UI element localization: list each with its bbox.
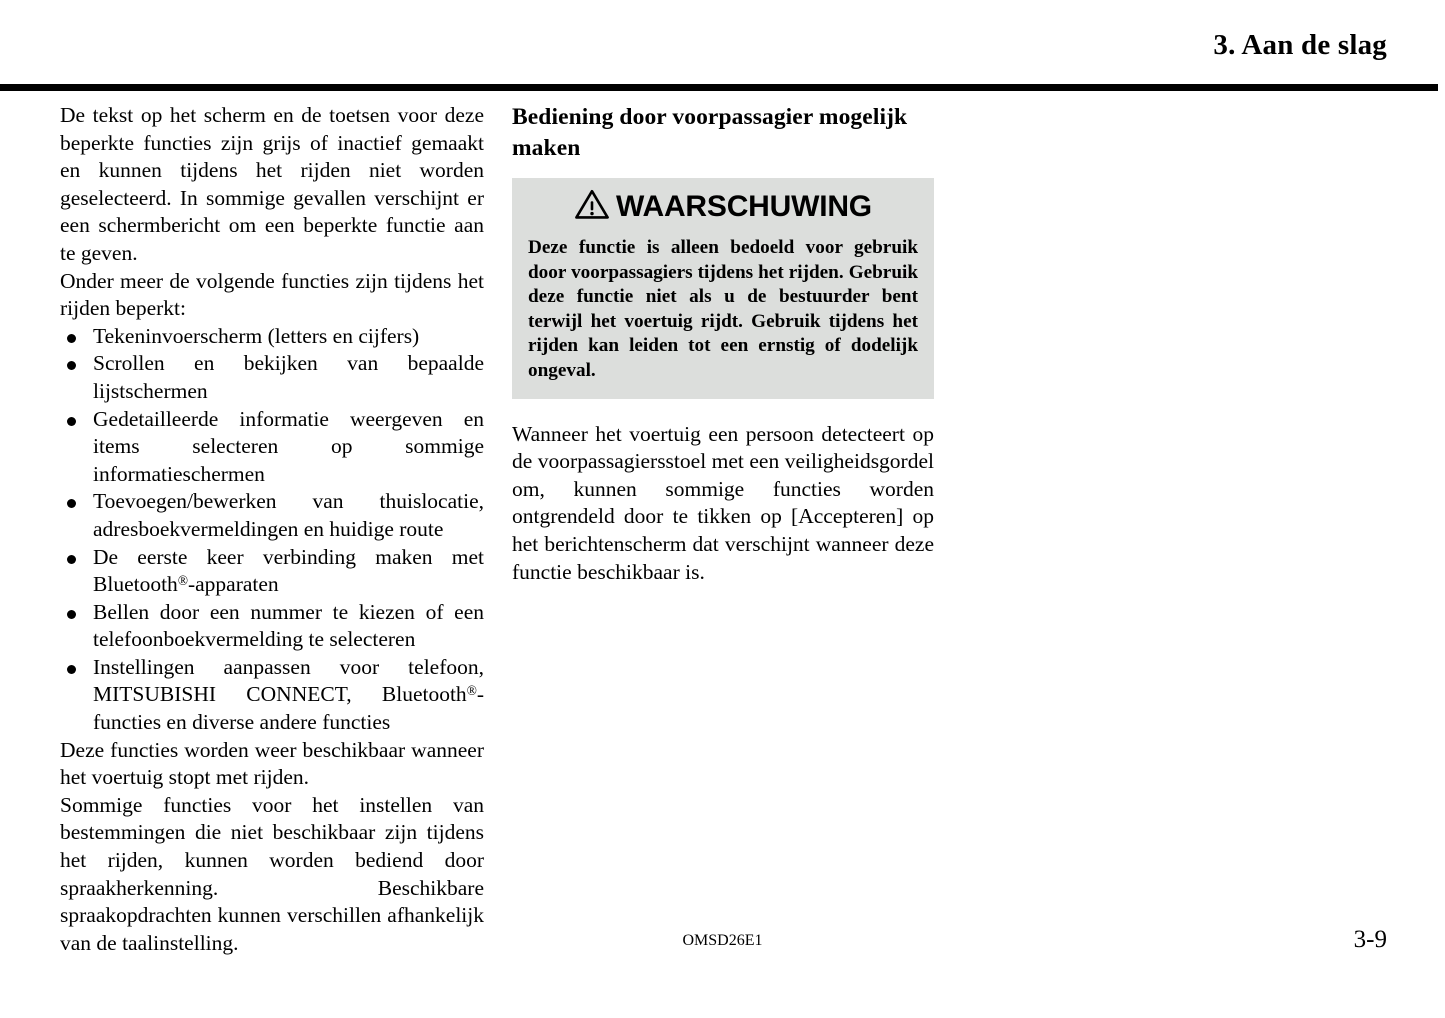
list-item bbox=[60, 488, 484, 543]
list-item-text: Gedetailleerde informatie weergeven en items selecteren op sommige informatieschermen bbox=[93, 406, 484, 486]
list-item-text-tail: -functies en diverse andere functies bbox=[93, 682, 484, 735]
list-item bbox=[60, 350, 484, 405]
list-item-text: Bellen door een nummer te kiezen of een telefoonboekvermelding te selecteren bbox=[93, 599, 484, 652]
chapter-title: 3. Aan de slag bbox=[1213, 29, 1387, 61]
document-code: OMSD26E1 bbox=[682, 932, 763, 949]
list-item-text bbox=[93, 544, 484, 599]
warning-body-text: Deze functie is alleen bedoeld voor gebruik door voorpassagiers tijdens het rijden. Gebruik deze functie niet als u de bestuurder bent terwijl het voertuig rijdt. Gebruik tijdens het rijden kan leiden tot een ernstig of dodelijk ongeval. bbox=[528, 237, 918, 381]
page-number: 3-9 bbox=[1353, 926, 1387, 953]
list-item-text-tail: -apparaten bbox=[187, 572, 279, 597]
intro-paragraph-1: De tekst op het scherm en de toetsen voor deze beperkte functies zijn grijs of inactief gemaakt en kunnen tijdens het rijden niet worden geselecteerd. In sommige gevallen verschijnt er een schermbericht om een beperkte functie aan te geven. bbox=[60, 103, 484, 265]
left-column bbox=[60, 102, 484, 957]
section-heading: Bediening door voorpassagier mogelijk maken bbox=[512, 104, 908, 161]
registered-trademark-icon: ® bbox=[466, 683, 477, 699]
list-item bbox=[60, 323, 484, 351]
list-item bbox=[60, 654, 484, 737]
list-item-text: Scrollen en bekijken van bepaalde lijstschermen bbox=[93, 351, 484, 403]
list-item-text: Toevoegen/bewerken van thuislocatie, adresboekvermeldingen en huidige route bbox=[93, 489, 484, 541]
front-passenger-paragraph: Wanneer het voertuig een persoon detecteert op de voorpassagiersstoel met een veiligheidsgordel om, kunnen sommige functies worden ontgrendeld door te tikken op [Accepteren] op het berichtenscherm dat verschijnt wanneer deze functie beschikbaar is. bbox=[512, 421, 934, 584]
restricted-functions-list bbox=[60, 323, 484, 737]
intro-paragraph-2: Onder meer de volgende functies zijn tijdens het rijden beperkt: bbox=[60, 268, 484, 321]
registered-trademark-icon: ® bbox=[177, 573, 188, 589]
warning-callout-box bbox=[512, 178, 934, 399]
list-item bbox=[60, 406, 484, 489]
right-column bbox=[512, 102, 934, 586]
list-item-text-main: De eerste keer verbinding maken met Bluetooth bbox=[93, 544, 484, 597]
warning-title: WAARSCHUWING bbox=[616, 189, 872, 223]
closing-paragraph-2: Sommige functies voor het instellen van bestemmingen die niet beschikbaar zijn tijdens het rijden, kunnen worden bediend door spraakherkenning. Beschikbare spraakopdrachten kunnen verschillen afhankelijk van de taalinstelling. bbox=[60, 792, 484, 955]
page-header bbox=[0, 28, 1445, 74]
warning-triangle-icon bbox=[574, 188, 610, 225]
list-item bbox=[60, 544, 484, 599]
list-item-text bbox=[93, 654, 484, 737]
list-item-text-main: Instellingen aanpassen voor telefoon, MITSUBISHI CONNECT, Bluetooth bbox=[93, 654, 484, 707]
header-divider-rule bbox=[0, 84, 1438, 91]
warning-title-row bbox=[528, 188, 918, 225]
list-item-text: Tekeninvoerscherm (letters en cijfers) bbox=[93, 323, 420, 348]
closing-paragraph-1: Deze functies worden weer beschikbaar wanneer het voertuig stopt met rijden. bbox=[60, 737, 484, 790]
list-item bbox=[60, 599, 484, 654]
